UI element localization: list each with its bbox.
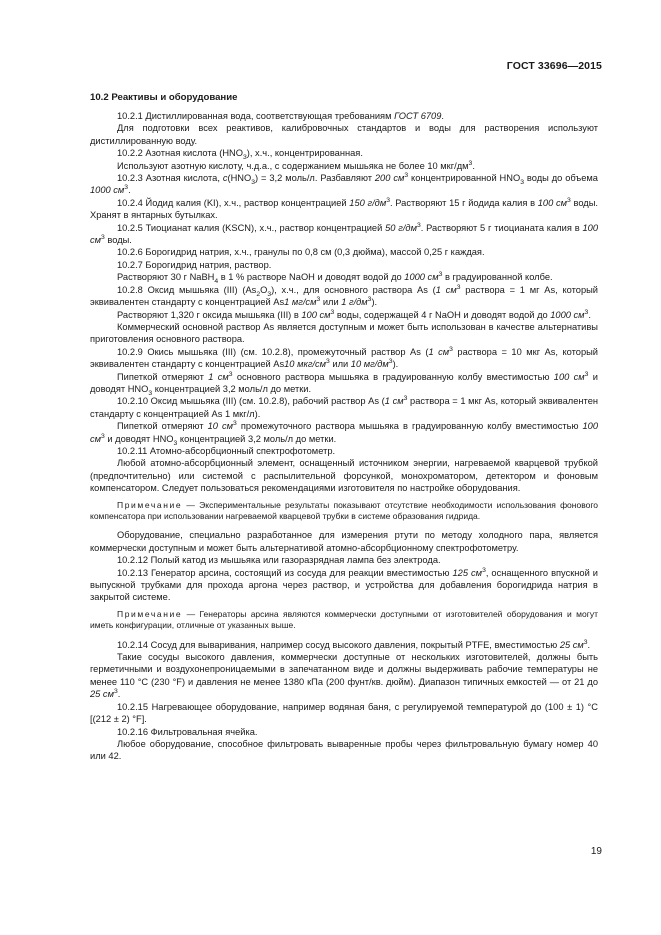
paragraph-nitric-acid-usage: Используют азотную кислоту, ч.д.а., с содержанием мышьяка не более 10 мкг/$дм^3$. [117, 159, 475, 171]
paragraph-10-2-7: 10.2.7 Борогидрид натрия, раствор. [117, 259, 272, 270]
document-body [90, 92, 598, 763]
paragraph-10-2-13: 10.2.13 Генератор арсина, состоящий из сосуда для реакции вместимостью 125 $см^3$, оснащенного впускной и выпускной трубками для прохода аргона через раствор, и устройства для добавления борогидрида натрия в закрытой системе. [90, 566, 598, 603]
paragraph-10-2-10: 10.2.10 Оксид мышьяка (III) (см. 10.2.8), рабочий раствор As (1 $см^3$ раствора = 1 мкг As, который эквивалентен стандарту с концентрацией As 1 мкг/л). [90, 395, 598, 419]
standard-header: ГОСТ 33696—2015 [506, 60, 602, 72]
paragraph-10-2-15: 10.2.15 Нагревающее оборудование, например водяная баня, с регулируемой температурой до (100 ± 1) °С [(212 ± 2) °F]. [90, 701, 598, 725]
paragraph-water-usage: Для подготовки всех реактивов, калибровочных стандартов и воды для растворения используют дистиллированную воду. [90, 123, 598, 146]
paragraph-pipette-2: Пипеткой отмеряют 10 $см^3$ промежуточного раствора мышьяка в градуированную колбу вместимостью 100 $см^3$ и доводят $HNO_3$ концентрацией 3,2 моль/л до метки. [90, 420, 598, 447]
paragraph-10-2-1: 10.2.1 Дистиллированная вода, соответствующая требованиям ГОСТ 6709. [117, 111, 444, 121]
section-title: 10.2 Реактивы и оборудование [90, 92, 238, 103]
paragraph-arsenic-dissolve: Растворяют 1,320 г оксида мышьяка (III) в 100 $см^3$ воды, содержащей 4 г NaOH и доводят водой до 1000 $см^3$. [117, 308, 591, 320]
page-number: 19 [590, 846, 602, 857]
note-label: Примечание [117, 608, 183, 619]
paragraph-cold-vapor: Оборудование, специально разработанное для измерения ртути по методу холодного пара, является коммерчески доступным и может быть альтернативой атомно-абсорбционному спектрофотометру. [90, 530, 598, 553]
paragraph-commercial-stock: Коммерческий основной раствор As является доступным и может быть использован в качестве альтернативы приготовления основного раствора. [90, 321, 598, 345]
paragraph-pressure-vessels: Такие сосуды высокого давления, коммерчески доступные от нескольких изготовителей, должны быть герметичными и воздухонепроницаемыми в запечатанном виде и должны выдерживать рабочие температуры не менее 110 °С (230 °F) и давления не менее 1380 кПа (200 фунт/кв. дюйм). Диапазон типичных емкостей — от 21 до 25 $см^3$. [90, 652, 598, 700]
note-arsine-generators: Примечание — Генераторы арсина являются коммерчески доступными от изготовителей оборудования и могут иметь конфигурации, отличные от указанных выше. [90, 608, 598, 631]
paragraph-10-2-8: 10.2.8 Оксид мышьяка (III) $(As_2O_3)$, х.ч., для основного раствора As (1 $см^3$ раствора = 1 мг As, который эквивалентен стандарту с концентрацией As1 $мг/см^3$ или 1 $г/дм^3$). [90, 283, 598, 308]
paragraph-spectrophotometer: Любой атомно-абсорбционный элемент, оснащенный источником энергии, нагреваемой кварцевой трубкой (предпочтительно) или системой с распылительной форсункой, монохроматором, детектором и фоновым компенсатором. Следует пользоваться рекомендациями изготовителя по настройке оборудования. [90, 458, 598, 494]
paragraph-10-2-2: 10.2.2 Азотная кислота $(HNO_3)$, х.ч., концентрированная. [117, 148, 363, 162]
paragraph-10-2-11: 10.2.11 Атомно-абсорбционный спектрофотометр. [117, 445, 336, 456]
paragraph-10-2-3: 10.2.3 Азотная кислота, $c(HNO_3) = 3,2$ моль/л. Разбавляют 200 $см^3$ концентрированной $HNO_3$ воды до объема 1000 $см^3$. [90, 171, 598, 196]
paragraph-10-2-12: 10.2.12 Полый катод из мышьяка или газоразрядная лампа без электрода. [117, 555, 441, 566]
paragraph-10-2-16: 10.2.16 Фильтровальная ячейка. [117, 726, 258, 737]
note-background-compensator: Примечание — Экспериментальные результаты показывают отсутствие необходимости использования фонового компенсатора при использовании нагреваемой кварцевой трубки в системе образования гидрида. [90, 499, 598, 521]
note-label: Примечание [117, 499, 183, 510]
paragraph-10-2-4: 10.2.4 Йодид калия (KI), х.ч., раствор концентрацией 150 $г/дм^3$. Растворяют 15 г йодида калия в 100 $см^3$ воды. Хранят в янтарных бутылках. [90, 196, 598, 221]
paragraph-10-2-5: 10.2.5 Тиоцианат калия (KSCN), х.ч., раствор концентрацией 50 $г/дм^3$. Растворяют 5 г тиоцианата калия в 100 $см^3$ воды. [90, 221, 598, 246]
paragraph-nabh4-solution: Растворяют 30 г NaBH$_4$ в 1 % растворе NaOH и доводят водой до 1000 $см^3$ в градуированной колбе. [117, 271, 553, 286]
paragraph-10-2-6: 10.2.6 Борогидрид натрия, х.ч., гранулы по 0,8 см (0,3 дюйма), массой 0,25 г каждая. [117, 247, 485, 258]
paragraph-filter-equipment: Любое оборудование, способное фильтровать вываренные пробы через фильтровальную бумагу номер 40 или 42. [90, 738, 598, 762]
paragraph-pipette-1: Пипеткой отмеряют 1 $см^3$ основного раствора мышьяка в градуированную колбу вместимостью 100 $см^3$ и доводят $HNO_3$ концентрацией 3,2 моль/л до метки. [90, 370, 598, 397]
paragraph-10-2-9: 10.2.9 Окись мышьяка (III) (см. 10.2.8), промежуточный раствор As (1 $см^3$ раствора = 10 мкг As, который эквивалентен стандарту с концентрацией As10 мкг/$см^3$ или 10 $мг/дм^3$). [90, 345, 599, 370]
paragraph-10-2-14: 10.2.14 Сосуд для вываривания, например сосуд высокого давления, покрытый PTFE, вместимостью 25 $см^3$. [117, 638, 591, 650]
